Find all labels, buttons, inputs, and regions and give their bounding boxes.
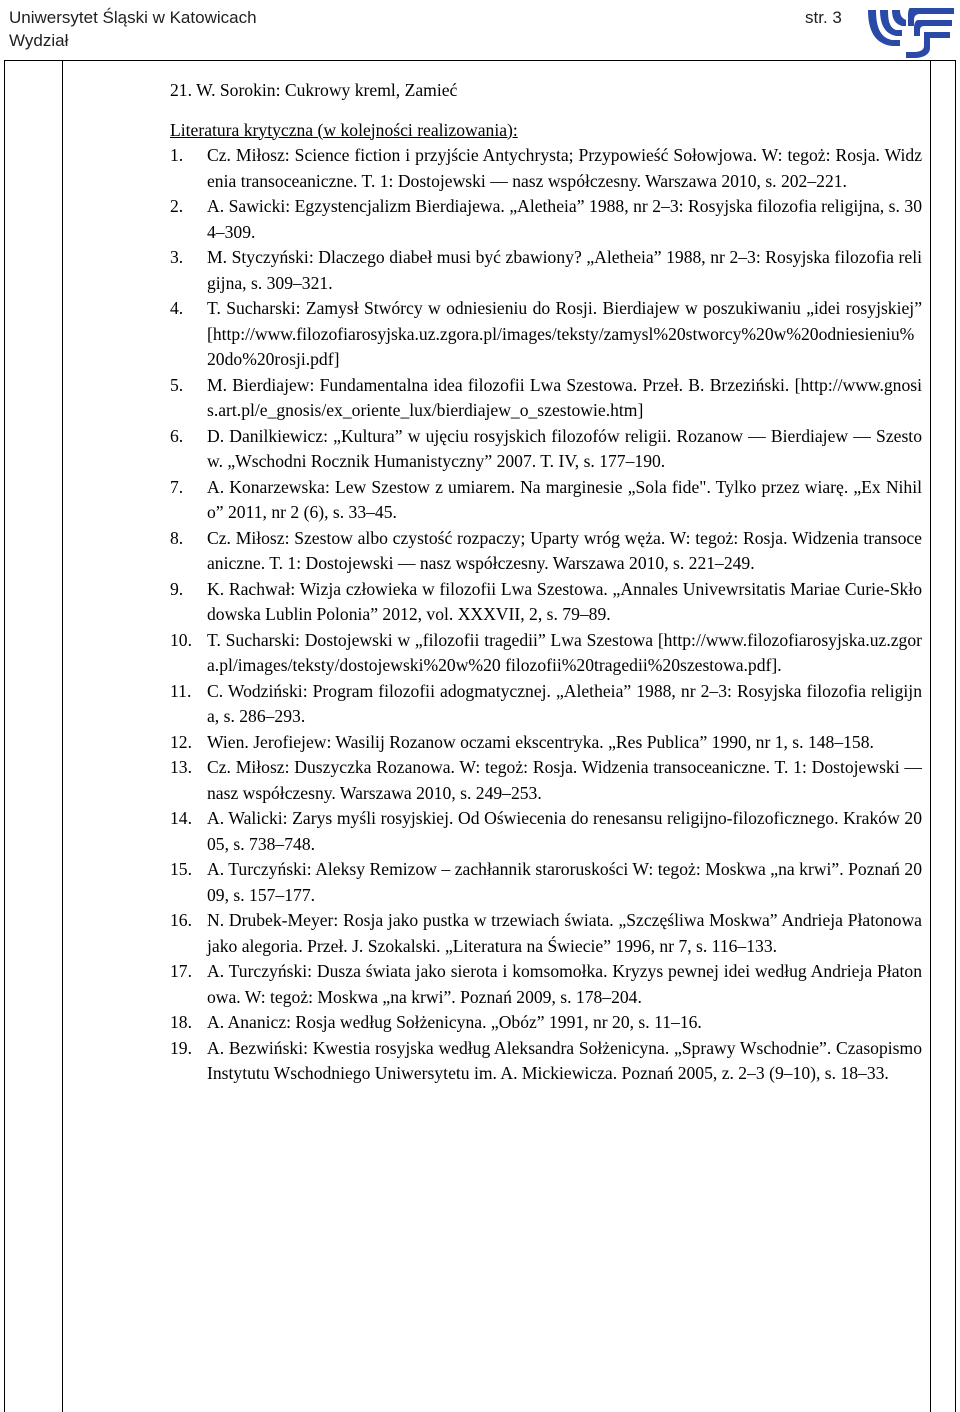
list-item-number: 13.	[170, 757, 192, 777]
list-item-text: A. Turczyński: Dusza świata jako sierota i komsomołka. Kryzys pewnej idei według Andrieja Płatonowa. W: tegoż: Moskwa „na krwi”. Poznań 2009, s. 178–204.	[207, 961, 922, 1007]
list-item-21: 21. W. Sorokin: Cukrowy kreml, Zamieć	[170, 80, 458, 100]
list-item	[170, 959, 922, 1010]
list-item-number: 17.	[170, 961, 192, 981]
page-number: str. 3	[805, 8, 842, 27]
list-item-number: 18.	[170, 1012, 192, 1032]
list-item-number: 6.	[170, 425, 184, 446]
list-item	[170, 806, 922, 857]
list-item-text: T. Sucharski: Zamysł Stwórcy w odniesieniu do Rosji. Bierdiajew w poszukiwaniu „idei rosyjskiej” [http://www.filozofiarosyjska.uz.zgora.pl/images/teksty/zamysl%20stworcy%20w%20odniesieniu%20do%20rosji.pdf]	[207, 298, 922, 369]
list-item-text: A. Sawicki: Egzystencjalizm Bierdiajewa. „Aletheia” 1988, nr 2–3: Rosyjska filozofia religijna, s. 304–309.	[207, 196, 922, 242]
list-item-text: A. Turczyński: Aleksy Remizow – zachłannik staroruskości W: tegoż: Moskwa „na krwi”. Poznań 2009, s. 157–177.	[207, 859, 922, 905]
list-item-number: 5.	[170, 374, 184, 395]
list-item-number: 12.	[170, 731, 192, 752]
list-item-text: K. Rachwał: Wizja człowieka w filozofii Lwa Szestowa. „Annales Univewrsitatis Mariae Curie-Skłodowska Lublin Polonia” 2012, vol. XXXVII, 2, s. 79–89.	[207, 578, 922, 624]
list-item-text: A. Konarzewska: Lew Szestow z umiarem. Na marginesie „Sola fide". Tylko przez wiarę. „Ex Nihilo” 2011, nr 2 (6), s. 33–45.	[207, 476, 922, 522]
bibliography-list	[170, 143, 922, 1087]
list-item	[170, 755, 922, 806]
university-name: Uniwersytet Śląski w Katowicach	[9, 8, 257, 27]
university-logo-icon	[862, 2, 958, 62]
reading-list	[170, 78, 922, 1087]
list-item	[170, 679, 922, 730]
list-item-number: 10.	[170, 629, 192, 650]
list-item-text: Cz. Miłosz: Science fiction i przyjście Antychrysta; Przypowieść Sołowjowa. W: tegoż: Rosja. Widzenia transoceaniczne. T. 1: Dostojewski — nasz współczesny. Warszawa 2010, s. 202–221.	[207, 145, 922, 191]
list-item-text: A. Ananicz: Rosja według Sołżenicyna. „Obóz” 1991, nr 20, s. 11–16.	[207, 1012, 702, 1032]
header-left	[9, 6, 257, 52]
list-item-number: 14.	[170, 808, 192, 828]
list-item	[170, 1036, 922, 1087]
list-item-text: Cz. Miłosz: Duszyczka Rozanowa. W: tegoż: Rosja. Widzenia transoceaniczne. T. 1: Dostojewski — nasz współczesny. Warszawa 2010, s. 249–253.	[207, 757, 922, 803]
list-item-text: D. Danilkiewicz: „Kultura” w ujęciu rosyjskich filozofów religii. Rozanow — Bierdiajew — Szestow. „Wschodni Rocznik Humanistyczny” 2007. T. IV, s. 177–190.	[207, 425, 922, 471]
faculty-name: Wydział	[9, 31, 69, 50]
column-divider-left	[62, 60, 63, 1412]
list-item-text: M. Styczyński: Dlaczego diabeł musi być zbawiony? „Aletheia” 1988, nr 2–3: Rosyjska filozofia religijna, s. 309–321.	[207, 247, 922, 293]
list-item-text: Cz. Miłosz: Szestow albo czystość rozpaczy; Uparty wróg węża. W: tegoż: Rosja. Widzenia transoceaniczne. T. 1: Dostojewski — nasz współczesny. Warszawa 2010, s. 221–249.	[207, 527, 922, 573]
list-item	[170, 526, 922, 577]
list-item	[170, 475, 922, 526]
list-item-number: 11.	[170, 680, 192, 701]
list-item-text: M. Bierdiajew: Fundamentalna idea filozofii Lwa Szestowa. Przeł. B. Brzeziński. [http://www.gnosis.art.pl/e_gnosis/ex_oriente_lux/bierdiajew_o_szestowie.htm]	[207, 374, 922, 420]
list-item-number: 9.	[170, 578, 184, 599]
list-item-number: 2.	[170, 196, 184, 216]
list-item	[170, 908, 922, 959]
list-item	[170, 577, 922, 628]
list-item	[170, 628, 922, 679]
column-divider-right	[930, 60, 931, 1412]
list-item	[170, 1010, 922, 1036]
list-item-text: A. Walicki: Zarys myśli rosyjskiej. Od Oświecenia do renesansu religijno-filozoficznego. Kraków 2005, s. 738–748.	[207, 808, 922, 854]
list-item-text: N. Drubek-Meyer: Rosja jako pustka w trzewiach świata. „Szczęśliwa Moskwa” Andrieja Płatonowa jako alegoria. Przeł. J. Szokalski. „Literatura na Świecie” 1996, nr 7, s. 116–133.	[207, 910, 922, 956]
list-item	[170, 857, 922, 908]
list-item	[170, 424, 922, 475]
section-heading: Literatura krytyczna (w kolejności realizowania):	[170, 119, 518, 140]
list-item	[170, 296, 922, 373]
list-item	[170, 194, 922, 245]
list-item-number: 19.	[170, 1037, 192, 1058]
list-item-number: 7.	[170, 476, 184, 497]
list-item	[170, 245, 922, 296]
list-item-text: A. Bezwiński: Kwestia rosyjska według Aleksandra Sołżenicyna. „Sprawy Wschodnie”. Czasopismo Instytutu Wschodniego Uniwersytetu im. A. Mickiewicza. Poznań 2005, z. 2–3 (9–10), s. 18–33.	[207, 1037, 922, 1083]
list-item-text: Wien. Jerofiejew: Wasilij Rozanow oczami ekscentryka. „Res Publica” 1990, nr 1, s. 148–158.	[207, 731, 874, 752]
list-item-text: T. Sucharski: Dostojewski w „filozofii tragedii” Lwa Szestowa [http://www.filozofiarosyjska.uz.zgora.pl/images/teksty/dostojewski%20w%20 filozofii%20tragedii%20szestowa.pdf].	[207, 629, 922, 675]
page-header	[0, 0, 960, 64]
list-item-number: 3.	[170, 247, 184, 267]
list-item	[170, 373, 922, 424]
list-item	[170, 730, 922, 756]
list-item	[170, 143, 922, 194]
spacer	[170, 104, 922, 118]
list-item-number: 1.	[170, 145, 184, 165]
list-item-number: 4.	[170, 298, 184, 318]
list-item-number: 15.	[170, 859, 192, 879]
list-item-text: C. Wodziński: Program filozofii adogmatycznej. „Aletheia” 1988, nr 2–3: Rosyjska filozofia religijna, s. 286–293.	[207, 680, 922, 726]
list-item-number: 8.	[170, 527, 184, 548]
list-item-number: 16.	[170, 910, 192, 930]
